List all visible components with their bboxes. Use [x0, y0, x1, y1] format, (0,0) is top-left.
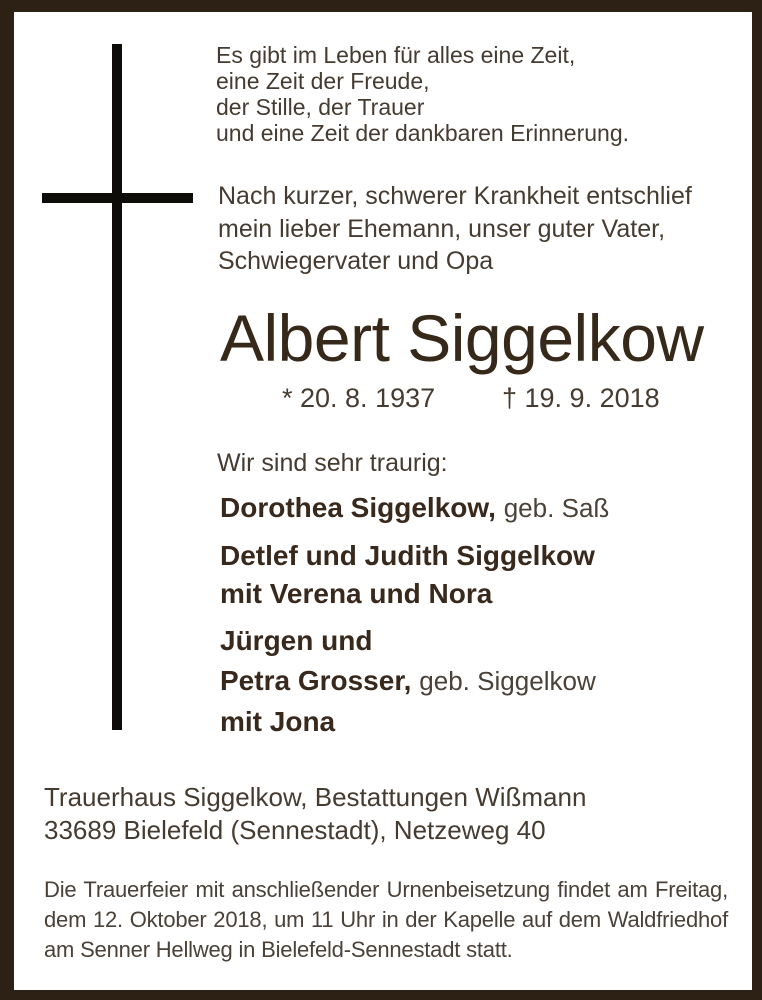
death-announcement-line: Nach kurzer, schwerer Krankheit entschlief	[218, 182, 692, 210]
epigraph-line: eine Zeit der Freude,	[216, 68, 430, 94]
service-details	[44, 875, 728, 965]
mourner-name: mit Verena und Nora	[220, 578, 493, 609]
mourner-name: Petra Grosser,	[220, 665, 412, 696]
death-announcement	[218, 180, 692, 278]
death-announcement-line: Schwiegervater und Opa	[218, 247, 494, 275]
mourner-name: mit Jona	[220, 706, 336, 737]
mourner-line	[220, 491, 609, 525]
mourner-line	[220, 539, 603, 573]
funeral-home-line: Trauerhaus Siggelkow, Bestattungen Wißmann	[44, 782, 587, 812]
death-date: † 19. 9. 2018	[502, 383, 660, 413]
memorial-cross-icon-bar	[42, 193, 193, 203]
service-line: am Senner Hellweg in Bielefeld-Sennestadt statt.	[44, 937, 513, 962]
mourner-name: Detlef und Judith Siggelkow	[220, 540, 595, 571]
service-line: dem 12. Oktober 2018, um 11 Uhr in der Kapelle auf dem Waldfriedhof	[44, 907, 728, 932]
notice-paper	[14, 12, 752, 990]
funeral-home-line: 33689 Bielefeld (Sennestadt), Netzeweg 40	[44, 815, 546, 845]
mourner-line	[220, 664, 596, 698]
mourner-name-suffix: geb. Saß	[503, 493, 610, 523]
epigraph-line: der Stille, der Trauer	[216, 94, 425, 120]
deceased-name: Albert Siggelkow	[220, 301, 704, 375]
service-line: Die Trauerfeier mit anschließender Urnenbeisetzung findet am Freitag,	[44, 877, 728, 902]
death-announcement-line: mein lieber Ehemann, unser guter Vater,	[218, 214, 666, 243]
mourner-line	[220, 624, 380, 658]
memorial-cross-icon	[112, 44, 122, 730]
epigraph-line: Es gibt im Leben für alles eine Zeit,	[216, 42, 576, 68]
epigraph-line: und eine Zeit der dankbaren Erinnerung.	[216, 120, 630, 146]
epigraph	[216, 42, 629, 146]
mourner-name-suffix: geb. Siggelkow	[419, 666, 596, 696]
mourner-line	[220, 577, 500, 611]
mourner-name: Dorothea Siggelkow,	[220, 492, 496, 523]
mourner-name: Jürgen und	[220, 625, 373, 656]
funeral-home-address	[44, 781, 586, 847]
mourner-line	[220, 705, 343, 739]
mourning-lead: Wir sind sehr traurig:	[217, 449, 448, 477]
birth-date: * 20. 8. 1937	[282, 383, 436, 413]
